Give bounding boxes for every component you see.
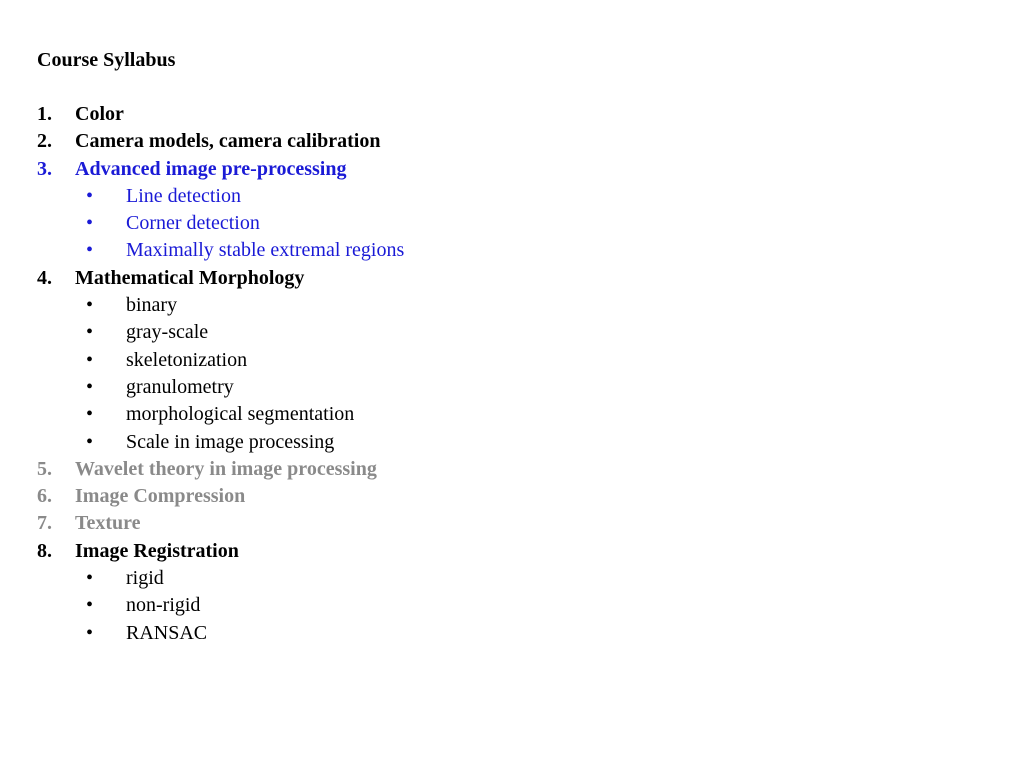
subitem-label: skeletonization — [126, 348, 248, 371]
subitem-label: RANSAC — [126, 621, 208, 644]
subitem-label: gray-scale — [126, 321, 209, 344]
topic-label: Texture — [75, 512, 141, 535]
bullet-icon: • — [86, 294, 94, 317]
subitem-label: rigid — [126, 567, 164, 590]
bullet-icon: • — [86, 567, 94, 590]
page-title: Course Syllabus — [37, 49, 176, 71]
topic-number: 4. — [37, 266, 52, 289]
topic-label: Mathematical Morphology — [75, 266, 305, 289]
bullet-icon: • — [86, 184, 94, 207]
bullet-icon: • — [86, 239, 94, 262]
bullet-icon: • — [86, 212, 94, 235]
topic-number: 8. — [37, 539, 52, 562]
subitem-label: Maximally stable extremal regions — [126, 239, 405, 262]
bullet-icon: • — [86, 594, 94, 617]
subitem-label: Corner detection — [126, 212, 260, 235]
topic-label: Image Registration — [75, 539, 239, 562]
topic-number: 3. — [37, 157, 52, 180]
subitem-label: non-rigid — [126, 594, 201, 617]
topic-number: 5. — [37, 457, 52, 480]
subitem-label: Line detection — [126, 184, 241, 207]
topic-label: Wavelet theory in image processing — [75, 457, 377, 480]
subitem-label: morphological segmentation — [126, 403, 355, 426]
topic-label: Color — [75, 103, 124, 125]
subitem-label: granulometry — [126, 375, 234, 398]
bullet-icon: • — [86, 348, 94, 371]
subitem-label: binary — [126, 294, 178, 317]
bullet-icon: • — [86, 375, 94, 398]
bullet-icon: • — [86, 321, 94, 344]
topic-number: 6. — [37, 485, 52, 508]
topic-label: Image Compression — [75, 485, 246, 508]
topic-label: Advanced image pre-processing — [75, 157, 347, 180]
bullet-icon: • — [86, 621, 94, 644]
bullet-icon: • — [86, 403, 94, 426]
topic-number: 7. — [37, 512, 52, 535]
bullet-icon: • — [86, 430, 94, 453]
topic-number: 1. — [37, 103, 52, 125]
topic-label: Camera models, camera calibration — [75, 130, 381, 153]
topic-number: 2. — [37, 130, 52, 153]
subitem-label: Scale in image processing — [126, 430, 335, 453]
